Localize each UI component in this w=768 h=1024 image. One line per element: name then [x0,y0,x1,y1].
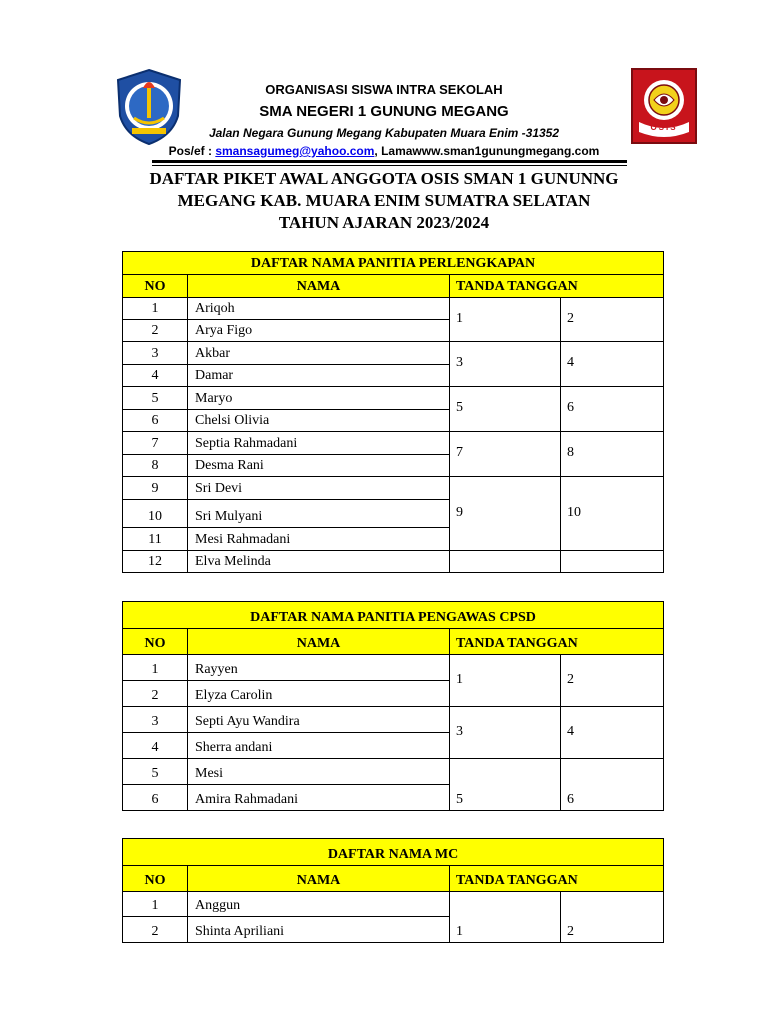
row-nama: Akbar [188,342,450,365]
table-title: DAFTAR NAMA PANITIA PENGAWAS CPSD [123,602,664,629]
school-address: Jalan Negara Gunung Megang Kabupaten Muara Enim -31352 [208,126,560,140]
column-header-tanda-tangan: TANDA TANGGAN [450,866,664,892]
signature-cell: 8 [561,432,664,477]
signature-cell: 6 [561,759,664,811]
column-header-no: NO [123,629,188,655]
column-header-nama: NAMA [188,275,450,298]
row-no: 3 [123,707,188,733]
column-header-no: NO [123,866,188,892]
row-no: 3 [123,342,188,365]
signature-cell: 4 [561,342,664,387]
row-no: 4 [123,365,188,387]
row-no: 10 [123,500,188,528]
column-header-nama: NAMA [188,629,450,655]
column-header-no: NO [123,275,188,298]
row-nama: Desma Rani [188,455,450,477]
row-no: 6 [123,410,188,432]
document-title [0,168,768,234]
signature-cell: 1 [450,892,561,943]
document-title-line-2: MEGANG KAB. MUARA ENIM SUMATRA SELATAN [177,191,591,210]
column-header-tanda-tangan: TANDA TANGGAN [450,629,664,655]
row-nama: Septi Ayu Wandira [188,707,450,733]
row-nama: Chelsi Olivia [188,410,450,432]
row-no: 8 [123,455,188,477]
row-nama: Ariqoh [188,298,450,320]
row-no: 11 [123,528,188,551]
row-no: 7 [123,432,188,455]
osis-logo-text: OSIS [650,123,678,132]
signature-cell: 6 [561,387,664,432]
signature-cell: 2 [561,655,664,707]
row-nama: Elyza Carolin [188,681,450,707]
row-no: 6 [123,785,188,811]
signature-cell: 5 [450,387,561,432]
contact-suffix: , Lamawww.sman1gunungmegang.com [374,144,600,158]
document-title-line-3: TAHUN AJARAN 2023/2024 [278,213,490,232]
row-no: 5 [123,759,188,785]
table-title: DAFTAR NAMA PANITIA PERLENGKAPAN [123,252,664,275]
table-perlengkapan [122,251,664,573]
row-nama: Sri Devi [188,477,450,500]
row-no: 5 [123,387,188,410]
row-nama: Shinta Apriliani [188,917,450,943]
contact-prefix: Pos/ef : [168,144,216,158]
row-nama: Sri Mulyani [188,500,450,528]
table-pengawas-cpsd [122,601,664,811]
row-nama: Anggun [188,892,450,917]
document-title-line-1: DAFTAR PIKET AWAL ANGGOTA OSIS SMAN 1 GUNUNNG [149,169,619,188]
column-header-tanda-tangan: TANDA TANGGAN [450,275,664,298]
column-header-nama: NAMA [188,866,450,892]
signature-cell: 3 [450,342,561,387]
row-nama: Arya Figo [188,320,450,342]
row-no: 2 [123,320,188,342]
signature-cell: 1 [450,298,561,342]
signature-cell: 1 [450,655,561,707]
row-no: 1 [123,298,188,320]
row-no: 1 [123,655,188,681]
row-nama: Mesi Rahmadani [188,528,450,551]
signature-cell: 3 [450,707,561,759]
organization-name: ORGANISASI SISWA INTRA SEKOLAH [265,82,503,97]
signature-cell: 4 [561,707,664,759]
row-no: 12 [123,551,188,573]
signature-cell: 2 [561,298,664,342]
signature-cell: 5 [450,759,561,811]
signature-cell: 10 [561,477,664,551]
email-link[interactable]: smansagumeg@yahoo.com [215,144,375,158]
row-no: 2 [123,681,188,707]
table-mc [122,838,664,943]
signature-cell [450,551,561,573]
school-name: SMA NEGERI 1 GUNUNG MEGANG [259,103,509,120]
school-contact [0,144,768,158]
header-rule-thin [152,165,627,166]
table-title: DAFTAR NAMA MC [123,839,664,866]
row-nama: Sherra andani [188,733,450,759]
row-nama: Elva Melinda [188,551,450,573]
row-no: 2 [123,917,188,943]
row-nama: Mesi [188,759,450,785]
row-no: 4 [123,733,188,759]
signature-cell: 7 [450,432,561,477]
header-rule-thick [152,160,627,163]
row-nama: Rayyen [188,655,450,681]
row-nama: Maryo [188,387,450,410]
signature-cell [561,551,664,573]
row-nama: Septia Rahmadani [188,432,450,455]
row-no: 1 [123,892,188,917]
row-no: 9 [123,477,188,500]
row-nama: Damar [188,365,450,387]
signature-cell: 2 [561,892,664,943]
signature-cell: 9 [450,477,561,551]
row-nama: Amira Rahmadani [188,785,450,811]
